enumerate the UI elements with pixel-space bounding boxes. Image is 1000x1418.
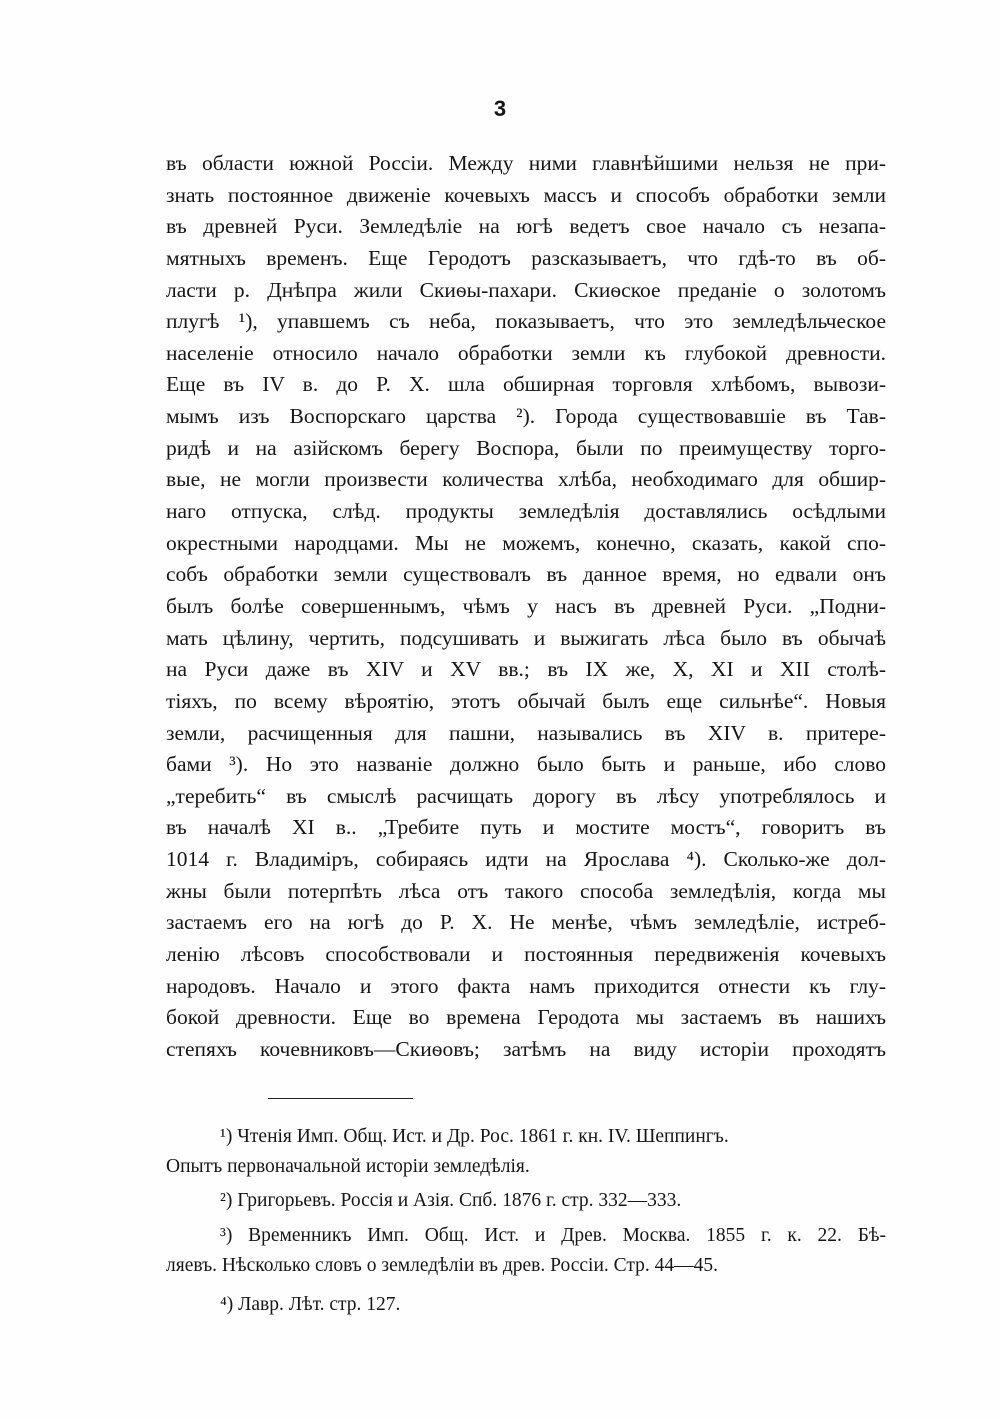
footnote-4: ⁴) Лавр. Лѣт. стр. 127. xyxy=(220,1294,401,1315)
text-line: въ области южной Россіи. Между ними главнѣйшими нельзя не при- xyxy=(166,151,886,175)
text-line: вые, не могли произвести количества хлѣба, необходимаго для обшир- xyxy=(166,467,886,492)
footnote-1-line-1: ¹) Чтенія Имп. Общ. Ист. и Др. Рос. 1861 г. кн. IV. Шеппингъ. xyxy=(220,1126,729,1147)
text-line: знать постоянное движеніе кочевыхъ массъ и способъ обработки земли xyxy=(166,182,886,207)
text-line: тіяхъ, по всему вѣроятію, этотъ обычай былъ еще сильнѣе“. Новыя xyxy=(166,688,886,713)
text-line: мятныхъ временъ. Еще Геродотъ разсказываетъ, что гдѣ-то въ об- xyxy=(166,245,886,270)
footnote-1-line-2: Опытъ первоначальной исторіи земледѣлія. xyxy=(166,1156,530,1177)
text-line: бами ³). Но это названіе должно было быть и раньше, ибо слово xyxy=(166,752,886,777)
text-line: мымъ изъ Воспорскаго царства ²). Города существовавшіе въ Тав- xyxy=(166,404,886,429)
footnote-3-line-1: ³) Временникъ Имп. Общ. Ист. и Древ. Москва. 1855 г. к. 22. Бѣ- xyxy=(220,1225,886,1246)
text-line: собъ обработки земли существовалъ въ данное время, но едвали онъ xyxy=(166,562,886,587)
text-line: окрестными народцами. Мы не можемъ, конечно, сказать, какой спо- xyxy=(166,530,886,555)
text-line: ленію лѣсовъ способствовали и постоянныя передвиженія кочевыхъ xyxy=(166,942,886,967)
text-line: застаемъ его на югѣ до Р. Х. Не менѣе, чѣмъ земледѣліе, истреб- xyxy=(166,910,886,935)
text-line: жны были потерпѣть лѣса отъ такого способа земледѣлія, когда мы xyxy=(166,878,886,903)
text-line: Еще въ IV в. до Р. Х. шла обширная торговля хлѣбомъ, вывози- xyxy=(166,372,886,397)
text-line: въ древней Руси. Земледѣліе на югѣ ведетъ свое начало съ незапа- xyxy=(166,214,886,239)
text-line: въ началѣ XI в.. „Требите путь и мостите мостъ“, говоритъ въ xyxy=(166,815,886,840)
body-text xyxy=(166,148,886,1066)
text-line: былъ болѣе совершеннымъ, чѣмъ у насъ въ древней Руси. „Подни- xyxy=(166,593,886,618)
footnote-3-line-2: ляевъ. Нѣсколько словъ о земледѣліи въ древ. Россіи. Стр. 44—45. xyxy=(166,1255,719,1276)
text-line: ласти р. Днѣпра жили Скиѳы-пахари. Скиѳское преданіе о золотомъ xyxy=(166,277,886,302)
text-line: населеніе относило начало обработки земли къ глубокой древности. xyxy=(166,340,886,365)
text-line: бокой древности. Еще во времена Геродота мы застаемъ въ нашихъ xyxy=(166,1005,886,1030)
footnote-2: ²) Григорьевъ. Россія и Азія. Спб. 1876 г. стр. 332—333. xyxy=(220,1190,682,1211)
text-line: земли, расчищенныя для пашни, назывались въ XIV в. притере- xyxy=(166,720,886,745)
text-line: на Руси даже въ XIV и XV вв.; въ IX же, X, XI и XII столѣ- xyxy=(166,657,886,682)
text-line: 1014 г. Владиміръ, собираясь идти на Ярослава ⁴). Сколько-же дол- xyxy=(166,847,886,872)
text-line: плугѣ ¹), упавшемъ съ неба, показываетъ, что это земледѣльческое xyxy=(166,309,886,334)
page-number: 3 xyxy=(493,96,507,121)
text-line: степяхъ кочевниковъ—Скиѳовъ; затѣмъ на виду исторіи проходятъ xyxy=(166,1036,886,1061)
text-line: ридѣ и на азійскомъ берегу Воспора, были по преимуществу торго- xyxy=(166,435,886,460)
text-line: народовъ. Начало и этого факта намъ приходится отнести къ глу- xyxy=(166,973,886,998)
footnote-separator xyxy=(268,1098,413,1099)
text-line: „теребить“ въ смыслѣ расчищать дорогу въ лѣсу употреблялось и xyxy=(166,783,886,808)
text-line: наго отпуска, слѣд. продукты земледѣлія доставлялись осѣдлыми xyxy=(166,499,886,524)
text-line: мать цѣлину, чертить, подсушивать и выжигать лѣса было въ обычаѣ xyxy=(166,625,886,650)
